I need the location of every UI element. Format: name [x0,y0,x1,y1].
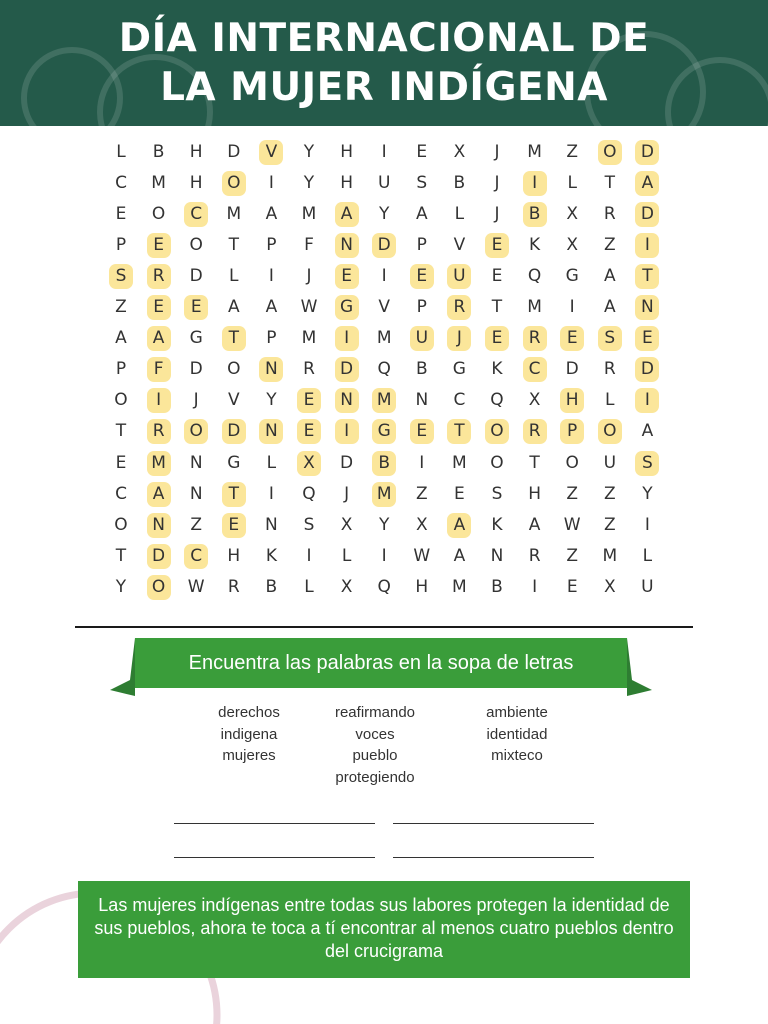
title-line-1: DÍA INTERNACIONAL DE [118,16,650,61]
grid-cell[interactable]: X [566,203,579,224]
grid-cell[interactable]: A [635,171,659,196]
grid-cell[interactable]: J [494,141,500,162]
grid-cell[interactable]: H [340,141,353,162]
word-column-2 [315,702,435,788]
grid-cell[interactable]: Y [303,141,315,162]
grid-cell[interactable]: V [453,234,466,255]
grid-cell[interactable]: I [523,171,547,196]
grid-cell[interactable]: D [227,141,241,162]
grid-cell[interactable]: W [187,576,205,597]
grid-cell[interactable]: Y [378,514,390,535]
grid-cell[interactable]: G [227,452,241,473]
grid-cell[interactable]: X [340,576,353,597]
grid-cell[interactable]: D [565,359,579,380]
grid-cell[interactable]: C [523,357,547,382]
grid-cell[interactable]: U [447,264,471,289]
grid-cell[interactable]: B [152,141,165,162]
grid-cell[interactable]: P [416,234,427,255]
grid-cell[interactable]: X [415,514,428,535]
word-item: ambiente [486,704,548,721]
grid-cell[interactable]: W [563,514,581,535]
grid-cell[interactable]: T [222,482,246,507]
grid-cell[interactable]: J [494,203,500,224]
grid-cell[interactable]: I [419,452,425,473]
grid-cell[interactable]: M [452,576,467,597]
grid-cell[interactable]: S [635,451,659,476]
grid-cell[interactable]: A [447,513,471,538]
grid-cell[interactable]: B [453,172,466,193]
grid-cell[interactable]: M [372,388,396,413]
grid-cell[interactable]: M [301,328,317,349]
grid-cell[interactable]: K [529,234,541,255]
grid-cell[interactable]: J [306,265,312,286]
grid-cell[interactable]: I [635,388,659,413]
grid-cell[interactable]: Q [377,576,391,597]
grid-cell[interactable]: A [265,297,278,317]
grid-cell[interactable]: O [184,419,208,444]
grid-cell[interactable]: G [372,419,396,444]
grid-cell[interactable]: Y [378,203,390,224]
grid-cell[interactable]: M [372,482,396,507]
grid-cell[interactable]: E [560,326,584,351]
footer-instructions [78,881,690,978]
grid-cell[interactable]: L [116,141,126,162]
grid-cell[interactable]: O [147,575,171,600]
grid-cell[interactable]: A [265,203,278,224]
grid-cell[interactable]: P [266,328,277,349]
word-column-1 [199,702,299,767]
grid-cell[interactable]: D [222,419,246,444]
grid-cell[interactable]: L [454,203,465,224]
grid-cell[interactable]: I [306,545,312,566]
grid-cell[interactable]: Y [266,390,277,411]
grid-cell[interactable]: M [527,141,542,162]
word-item: mixteco [491,747,543,764]
grid-cell[interactable]: S [598,326,622,351]
grid-cell[interactable]: Z [566,545,579,566]
grid-cell[interactable]: D [635,140,659,165]
grid-cell[interactable]: D [635,202,659,227]
grid-cell[interactable]: Z [190,514,203,535]
grid-cell[interactable]: E [115,452,127,473]
grid-cell[interactable]: A [335,202,359,227]
grid-cell[interactable]: E [416,141,428,162]
grid-cell[interactable]: E [297,388,321,413]
grid-cell[interactable]: I [381,141,387,162]
grid-cell[interactable]: V [259,140,283,165]
grid-cell[interactable]: A [115,328,127,349]
grid-cell[interactable]: D [372,233,396,258]
answer-line-1[interactable] [174,823,375,824]
grid-cell[interactable]: N [189,452,203,473]
grid-cell[interactable]: G [189,328,203,349]
grid-cell[interactable]: F [147,357,171,382]
grid-cell[interactable]: D [635,357,659,382]
instruction-banner [110,638,652,698]
grid-cell[interactable]: T [222,326,246,351]
grid-cell[interactable]: Q [302,483,316,504]
grid-cell[interactable]: E [147,295,171,320]
grid-cell[interactable]: D [189,265,203,286]
grid-cell[interactable]: I [569,297,575,317]
grid-cell[interactable]: G [452,359,466,380]
grid-cell[interactable]: E [485,326,509,351]
word-item: protegiendo [335,768,415,786]
grid-cell[interactable]: O [565,452,579,473]
grid-cell[interactable]: R [528,545,541,566]
grid-cell[interactable]: B [415,359,428,380]
grid-cell[interactable]: M [226,203,242,224]
grid-cell[interactable]: I [147,388,171,413]
grid-cell[interactable]: L [229,265,239,286]
grid-cell[interactable]: Z [603,514,616,535]
grid-cell[interactable]: T [115,545,127,566]
grid-cell[interactable]: O [114,390,128,411]
grid-cell[interactable]: E [147,233,171,258]
grid-cell[interactable]: J [193,390,199,411]
grid-cell[interactable]: O [490,452,504,473]
grid-cell[interactable]: R [147,419,171,444]
grid-cell[interactable]: I [532,576,538,597]
grid-cell[interactable]: A [147,326,171,351]
grid-cell[interactable]: M [301,203,317,224]
grid-cell[interactable]: Q [527,265,542,286]
grid-cell[interactable]: I [335,419,359,444]
grid-cell[interactable]: I [268,265,274,286]
title-line-2: LA MUJER INDÍGENA [160,65,608,110]
word-item: indigena [220,725,278,743]
grid-cell[interactable]: Z [566,483,579,504]
grid-cell[interactable]: O [598,419,622,444]
grid-cell[interactable]: N [259,357,283,382]
grid-cell[interactable]: T [604,172,615,193]
grid-cell[interactable]: T [447,419,471,444]
grid-cell[interactable]: T [115,421,127,442]
grid-cell[interactable]: T [529,452,540,473]
grid-cell[interactable]: J [344,483,350,504]
grid-cell[interactable]: Q [490,390,504,411]
grid-cell[interactable]: L [567,172,577,193]
grid-cell[interactable]: N [147,513,171,538]
grid-cell[interactable]: E [635,326,659,351]
grid-cell[interactable]: I [644,514,650,535]
grid-cell[interactable]: O [227,359,241,380]
grid-cell[interactable]: X [528,390,541,411]
grid-cell[interactable]: A [147,482,171,507]
grid-cell[interactable]: S [303,514,315,535]
grid-cell[interactable]: N [635,295,659,320]
grid-cell[interactable]: M [602,545,618,566]
grid-cell[interactable]: F [304,234,314,255]
grid-cell[interactable]: N [490,545,504,566]
grid-cell[interactable]: N [335,388,359,413]
grid-cell[interactable]: L [605,390,615,411]
grid-cell[interactable]: D [189,359,203,380]
grid-cell[interactable]: R [523,419,547,444]
grid-cell[interactable]: E [410,419,434,444]
grid-cell[interactable]: A [227,297,240,317]
grid-cell[interactable]: O [598,140,622,165]
grid-cell[interactable]: W [300,297,318,317]
grid-cell[interactable]: V [227,390,240,411]
grid-cell[interactable]: H [528,483,541,504]
grid-cell[interactable]: P [266,234,277,255]
grid-cell[interactable]: N [265,514,278,535]
grid-cell[interactable]: P [560,419,584,444]
grid-cell[interactable]: J [494,172,500,193]
grid-cell[interactable]: Y [303,172,315,193]
grid-cell[interactable]: N [259,419,283,444]
grid-cell[interactable]: P [416,297,427,317]
grid-cell[interactable]: B [265,576,278,597]
grid-cell[interactable]: E [485,233,509,258]
footer-text: Las mujeres indígenas entre todas sus labores protegen la identidad de sus pueblos, ahora te toca a tí encontrar al menos cuatro pueblos dentro del crucigrama [94,895,674,961]
grid-cell[interactable]: D [147,544,171,569]
grid-cell[interactable]: H [189,172,203,193]
grid-cell[interactable]: H [340,172,353,193]
grid-cell[interactable]: K [491,514,503,535]
grid-cell[interactable]: Y [642,483,653,504]
grid-cell[interactable]: R [603,203,616,224]
grid-cell[interactable]: M [376,328,392,349]
grid-cell[interactable]: G [335,295,359,320]
grid-cell[interactable]: R [227,576,240,597]
grid-cell[interactable]: I [268,483,274,504]
grid-cell[interactable]: A [453,545,466,566]
grid-cell[interactable]: C [184,202,208,227]
grid-cell[interactable]: E [222,513,246,538]
grid-cell[interactable]: E [297,419,321,444]
grid-cell[interactable]: R [447,295,471,320]
grid-cell[interactable]: K [491,359,503,380]
grid-cell[interactable]: P [115,359,127,380]
grid-cell[interactable]: N [335,233,359,258]
grid-cell[interactable]: A [603,265,616,286]
grid-cell[interactable]: X [297,451,321,476]
grid-cell[interactable]: D [335,357,359,382]
grid-cell[interactable]: A [415,203,428,224]
grid-cell[interactable]: E [184,295,208,320]
grid-cell[interactable]: N [189,483,203,504]
grid-cell[interactable]: X [603,576,616,597]
grid-cell[interactable]: X [340,514,353,535]
grid-cell[interactable]: Z [415,483,428,504]
grid-cell[interactable]: Z [566,141,579,162]
grid-cell[interactable]: E [335,264,359,289]
grid-cell[interactable]: X [566,234,579,255]
grid-cell[interactable]: O [485,419,509,444]
grid-cell[interactable]: K [265,545,277,566]
grid-cell[interactable]: G [565,265,579,286]
grid-cell[interactable]: I [335,326,359,351]
grid-cell[interactable]: M [452,452,467,473]
banner-text: Encuentra las palabras en la sopa de letras [135,638,627,688]
grid-cell[interactable]: O [114,514,128,535]
grid-cell[interactable]: Z [603,234,616,255]
grid-cell[interactable]: B [523,202,547,227]
grid-cell[interactable]: P [115,234,127,255]
answer-line-2[interactable] [393,823,594,824]
grid-cell[interactable]: R [303,359,315,380]
grid-cell[interactable]: S [416,172,428,193]
grid-cell[interactable]: T [491,297,503,317]
grid-cell[interactable]: R [603,359,616,380]
grid-cell[interactable]: U [603,452,617,473]
grid-cell[interactable]: E [454,483,465,504]
word-column-3 [467,702,567,767]
divider [75,626,693,628]
grid-cell[interactable]: L [304,576,314,597]
grid-cell[interactable]: T [228,234,239,255]
word-item: mujeres [222,747,276,764]
grid-cell[interactable]: M [151,172,166,193]
grid-cell[interactable]: S [491,483,503,504]
grid-cell[interactable]: C [184,544,208,569]
grid-cell[interactable]: L [642,545,653,566]
word-item: pueblo [352,747,398,764]
grid-cell[interactable]: L [341,545,352,566]
grid-cell[interactable]: M [527,297,542,317]
grid-cell[interactable]: O [222,171,246,196]
grid-cell[interactable]: A [603,297,616,317]
grid-cell[interactable]: E [115,203,127,224]
word-item: identidad [486,725,548,743]
grid-cell[interactable]: U [377,172,391,193]
grid-cell[interactable]: O [151,203,166,224]
word-item: reafirmando [334,704,416,721]
grid-cell[interactable]: X [453,141,466,162]
grid-cell[interactable]: A [528,514,541,535]
grid-cell[interactable]: Z [603,483,616,504]
grid-cell[interactable]: U [641,576,654,597]
grid-cell[interactable]: L [266,452,277,473]
grid-cell[interactable]: W [413,545,431,566]
grid-cell[interactable]: E [566,576,578,597]
grid-cell[interactable]: H [189,141,203,162]
answer-line-4[interactable] [393,857,594,858]
grid-cell[interactable]: O [189,234,203,255]
grid-cell[interactable]: H [227,545,241,566]
grid-cell[interactable]: E [491,265,503,286]
grid-cell[interactable]: H [560,388,584,413]
grid-cell[interactable]: Y [115,576,127,597]
grid-cell[interactable]: C [115,172,127,193]
grid-cell[interactable]: J [447,326,471,351]
grid-cell[interactable]: M [147,451,171,476]
grid-cell[interactable]: A [641,421,654,442]
grid-cell[interactable]: H [415,576,429,597]
grid-cell[interactable]: R [523,326,547,351]
grid-cell[interactable]: B [372,451,396,476]
grid-cell[interactable]: N [415,390,429,411]
grid-cell[interactable]: D [340,452,354,473]
grid-cell[interactable]: S [109,264,133,289]
grid-cell[interactable]: B [491,576,503,597]
word-item: voces [355,725,395,743]
word-item: derechos [218,704,280,721]
answer-line-3[interactable] [174,857,375,858]
grid-cell[interactable]: Z [115,297,127,317]
grid-cell[interactable]: I [381,265,387,286]
grid-cell[interactable]: U [410,326,434,351]
grid-cell[interactable]: R [147,264,171,289]
grid-cell[interactable]: Q [377,359,391,380]
grid-cell[interactable]: I [381,545,387,566]
grid-cell[interactable]: I [635,233,659,258]
grid-cell[interactable]: I [268,172,274,193]
grid-cell[interactable]: E [410,264,434,289]
grid-cell[interactable]: C [453,390,466,411]
grid-cell[interactable]: T [635,264,659,289]
grid-cell[interactable]: V [378,297,390,317]
grid-cell[interactable]: C [115,483,127,504]
